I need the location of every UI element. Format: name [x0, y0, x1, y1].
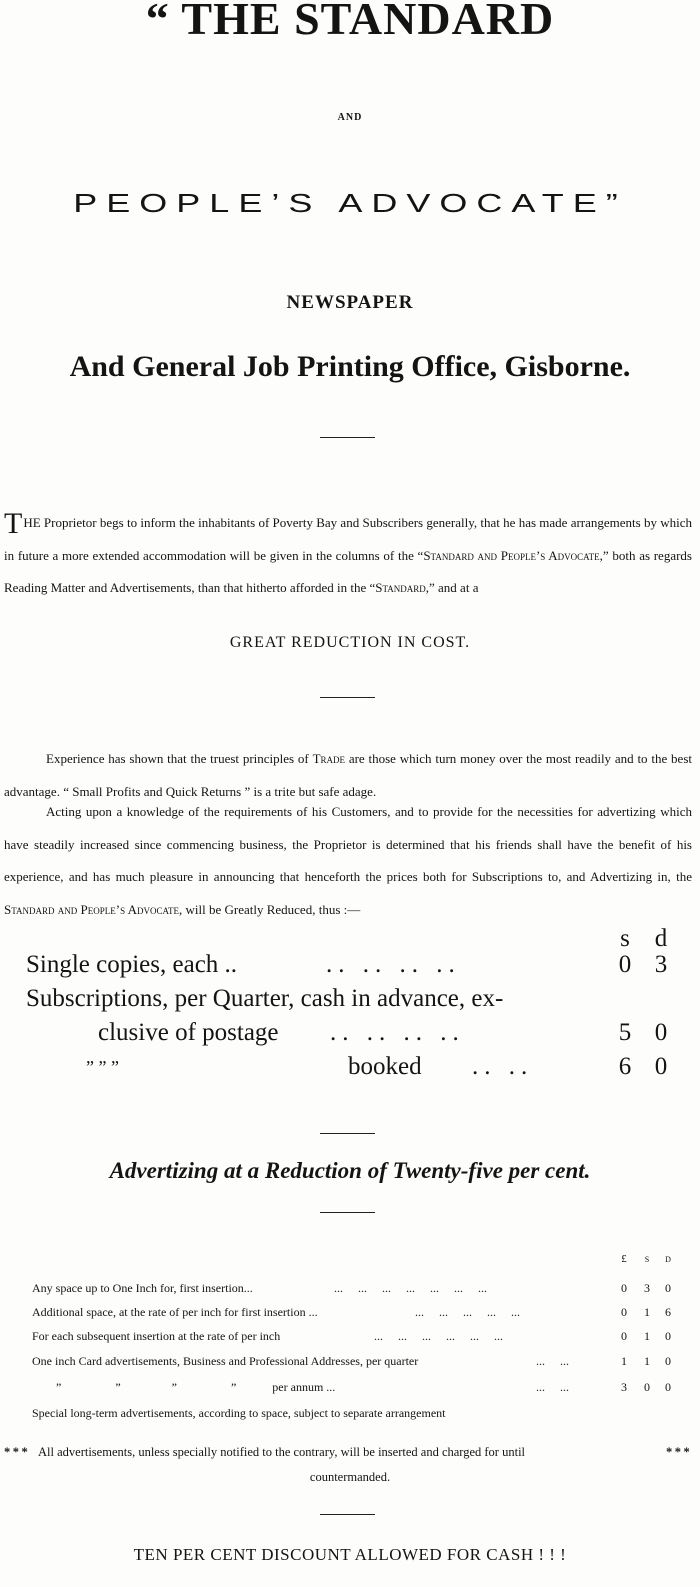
acting-paragraph [4, 796, 692, 926]
rate-label: Additional space, at the rate of per inch for first insertion ... [32, 1305, 318, 1319]
asterism-left: * * * [4, 1445, 28, 1459]
table-row [32, 1277, 692, 1299]
divider-rule [320, 1212, 375, 1213]
column-header-pounds: £ [621, 1253, 627, 1265]
rate-pounds: 0 [621, 1281, 627, 1295]
experience-text-b: are those which turn money over the most readily and to the best advantage. “ Small Profits and Quick Returns ” is a trite but safe adage. [4, 751, 692, 799]
experience-text-a: Experience has shown that the truest principles of [46, 751, 313, 766]
row-shillings: 6 [618, 1053, 632, 1080]
rate-pounds: 0 [621, 1305, 627, 1319]
rate-pounds: 1 [621, 1354, 627, 1368]
note-line-2: countermanded. [309, 1470, 391, 1484]
trade-word: Trade [312, 751, 346, 766]
row-leader: .. .. .. .. [326, 951, 461, 978]
rate-pence: 0 [665, 1354, 671, 1368]
column-header-shillings: s [644, 1253, 650, 1265]
acting-paper-name: Standard and People’s Advocate [4, 901, 179, 917]
rate-pounds: 0 [621, 1329, 627, 1343]
rate-label: For each subsequent insertion at the rate of per inch [32, 1329, 281, 1343]
special-arrangement-text: Special long-term advertisements, according to space, subject to separate arrangement [32, 1406, 446, 1420]
newspaper-heading: NEWSPAPER [286, 292, 414, 313]
column-header-shillings: s [620, 925, 630, 952]
divider-rule [320, 437, 375, 438]
special-arrangement-row [32, 1402, 692, 1424]
rate-leader: ... ... ... ... ... [415, 1305, 520, 1319]
row-leader: .. .. .. .. [330, 1019, 465, 1046]
rate-shillings: 1 [644, 1305, 650, 1319]
note-line-1: All advertisements, unless specially notified to the contrary, will be inserted and charged for until [38, 1445, 526, 1459]
rate-pence: 6 [665, 1305, 671, 1319]
rate-shillings: 1 [644, 1329, 650, 1343]
row-pence: 0 [654, 1019, 668, 1046]
advertizing-heading: Advertizing at a Reduction of Twenty-five per cent. [109, 1158, 591, 1183]
rates-header-row [32, 1248, 692, 1270]
row-shillings: 0 [618, 951, 632, 978]
rate-shillings: 1 [644, 1354, 650, 1368]
divider-rule [320, 1133, 375, 1134]
row-leader: .. .. [472, 1053, 534, 1080]
rate-pence: 0 [665, 1281, 671, 1295]
masthead-subtitle: PEOPLE’S ADVOCATE” [73, 188, 627, 218]
row-label: clusive of postage [98, 1019, 279, 1046]
row-label: booked [348, 1053, 422, 1080]
row-pence: 3 [654, 951, 668, 978]
rate-leader: ... ... ... ... ... ... [374, 1329, 503, 1343]
rate-pounds: 3 [621, 1380, 627, 1394]
drop-cap: T [4, 507, 23, 540]
column-header-pence: d [665, 1253, 671, 1265]
table-row [32, 1325, 692, 1347]
divider-rule [320, 697, 375, 698]
row-ditto-marks: ” ” ” [86, 1057, 119, 1077]
row-label: Subscriptions, per Quarter, cash in advance, ex- [26, 985, 504, 1012]
asterism-right: * * * [666, 1445, 690, 1459]
intro-text-a: HE Proprietor begs to inform the inhabitants of Poverty Bay and Subscribers generally, that he has made arrangements by which in future a more extended accommodation will be given in the columns of the “ [4, 515, 692, 563]
rate-leader: ... ... [536, 1380, 569, 1394]
masthead-and: AND [337, 112, 363, 123]
rate-label: One inch Card advertisements, Business and Professional Addresses, per quarter [32, 1354, 419, 1368]
job-office-heading: And General Job Printing Office, Gisborne. [69, 350, 631, 383]
table-row [32, 1350, 692, 1372]
intro-standard: Standard [375, 580, 426, 595]
acting-text-b: , will be Greatly Reduced, thus :— [179, 901, 361, 917]
intro-text-c: ,” and at a [425, 580, 479, 595]
divider-rule [320, 1514, 375, 1515]
row-pence: 0 [654, 1053, 668, 1080]
row-label: Single copies, each .. [26, 951, 238, 978]
table-row [32, 1301, 692, 1323]
rate-shillings: 3 [644, 1281, 650, 1295]
acting-text-a: Acting upon a knowledge of the requirements of his Customers, and to provide for the necessities for advertizing which have steadily increased since commencing business, the Proprietor is determined that his friends shall have the benefit of his experience, and has much pleasure in announcing that henceforth the prices both for Subscriptions to, and Advertizing in, the [4, 804, 692, 884]
masthead-title: “ THE STANDARD [145, 0, 555, 44]
cash-discount-notice: TEN PER CENT DISCOUNT ALLOWED FOR CASH ! ! ! [133, 1545, 567, 1564]
rate-shillings: 0 [644, 1380, 650, 1394]
row-shillings: 5 [618, 1019, 632, 1046]
intro-text-b: ,” both as regards Reading Matter and Advertisements, than that hitherto afforded in the “ [4, 547, 692, 595]
rate-pence: 0 [665, 1329, 671, 1343]
rate-leader: ... ... [536, 1354, 569, 1368]
rate-leader: ... ... ... ... ... ... ... [334, 1281, 487, 1295]
table-row [32, 1376, 692, 1398]
column-header-pence: d [654, 925, 668, 952]
great-reduction-heading: GREAT REDUCTION IN COST. [229, 634, 471, 651]
rate-label: ” ” ” ” per annum ... [56, 1380, 336, 1394]
rate-label: Any space up to One Inch for, first insertion... [32, 1281, 253, 1295]
intro-paper-name: Standard and People’s Advocate [423, 547, 600, 563]
rate-pence: 0 [665, 1380, 671, 1394]
intro-paragraph [4, 507, 692, 605]
